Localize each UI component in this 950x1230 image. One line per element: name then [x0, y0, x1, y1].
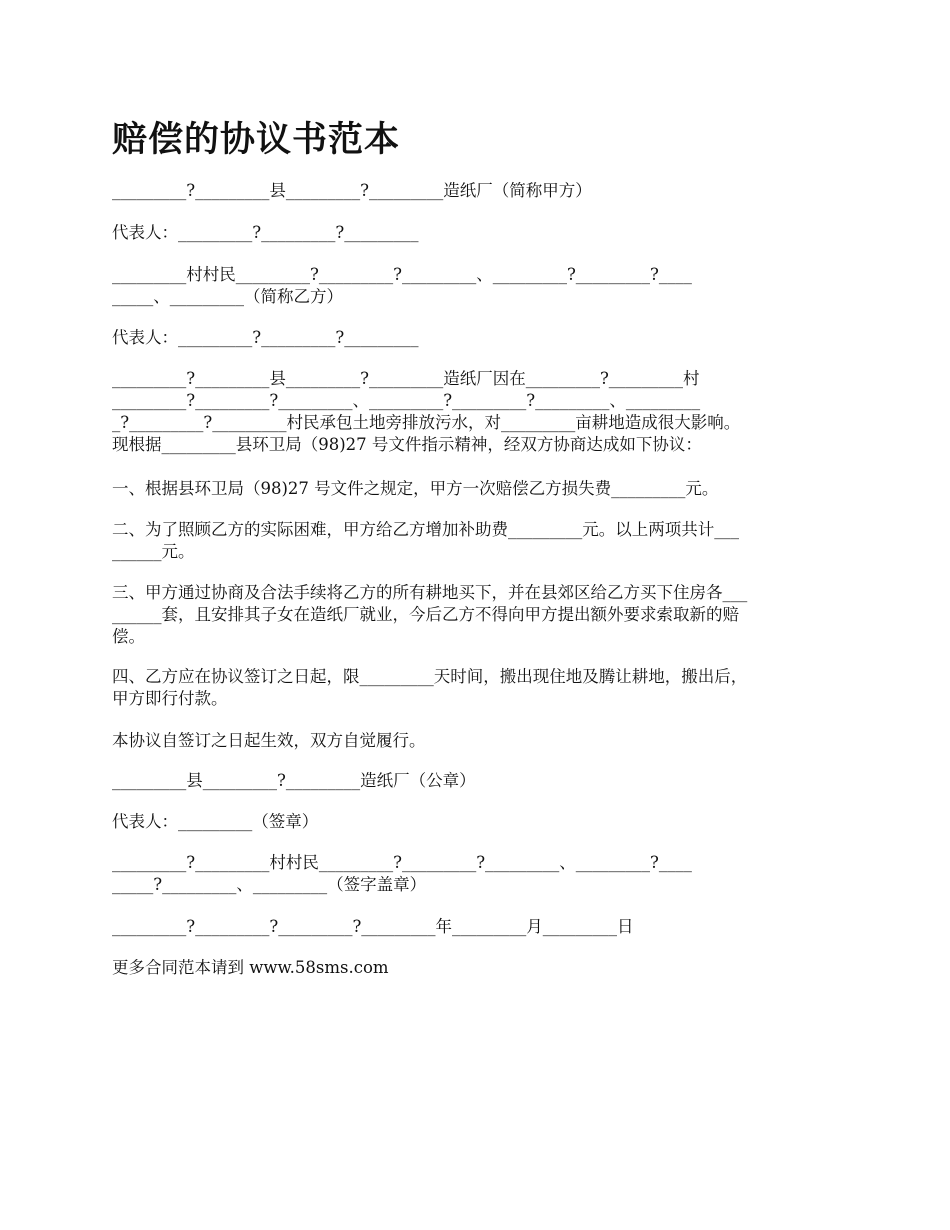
effective-clause: [112, 730, 838, 752]
date-line: [112, 916, 838, 938]
text-line: _?_________?_________村民承包土地旁排放污水，对_________亩耕地造成很大影响。: [112, 413, 741, 432]
text-line: 本协议自签订之日起生效，双方自觉履行。: [112, 731, 426, 750]
clause-1: [112, 478, 838, 500]
text-line: _____、_________（简称乙方）: [112, 287, 343, 306]
text-line: 现根据_________县环卫局（98)27 号文件指示精神，经双方协商达成如下协议：: [112, 435, 702, 454]
text-line: _________?_________村村民_________?_________?_________、_________?____: [112, 853, 692, 872]
text-line: _________县_________?_________造纸厂（公章）: [112, 771, 476, 790]
text-line: 一、根据县环卫局（98)27 号文件之规定，甲方一次赔偿乙方损失费_________元。: [112, 479, 719, 498]
text-line: _________村村民_________?_________?_________、_________?_________?____: [112, 265, 692, 284]
clause-3: [112, 582, 838, 648]
party-b-signature: [112, 852, 838, 896]
text-line: 代表人：_________?_________?_________: [112, 223, 419, 242]
document-title: 赔偿的协议书范本: [112, 120, 401, 160]
party-a-representative: [112, 222, 838, 244]
party-b-representative: [112, 327, 838, 349]
text-line: 代表人：_________?_________?_________: [112, 328, 419, 347]
text-line: _________?_________?_________、_________?_________?_________、_________: [112, 391, 701, 410]
text-line: _________?_________县_________?_________造纸厂（简称甲方）: [112, 181, 592, 200]
text-line: ______套，且安排其子女在造纸厂就业，今后乙方不得向甲方提出额外要求索取新的赔: [112, 605, 739, 624]
text-line: _____?_________、_________（签字盖章）: [112, 875, 427, 894]
text-line: ______元。: [112, 542, 195, 561]
footer-link-text: [112, 957, 838, 979]
background-paragraph: [112, 368, 838, 456]
party-b-line: [112, 264, 838, 308]
text-line: 三、甲方通过协商及合法手续将乙方的所有耕地买下，并在县郊区给乙方买下住房各___: [112, 583, 748, 602]
representative-signature: [112, 811, 838, 833]
clause-2: [112, 519, 838, 563]
party-a-line: [112, 180, 838, 202]
text-line: 四、乙方应在协议签订之日起，限_________天时间，搬出现住地及腾让耕地，搬出后，: [112, 667, 748, 686]
text-line: 代表人：_________（签章）: [112, 812, 319, 831]
text-line: _________?_________县_________?_________造纸厂因在_________?_________村: [112, 369, 700, 388]
text-line: 甲方即行付款。: [112, 689, 228, 708]
party-a-signature: [112, 770, 838, 792]
text-line: 二、为了照顾乙方的实际困难，甲方给乙方增加补助费_________元。以上两项共计___: [112, 520, 739, 539]
text-line: _________?_________?_________?_________年_________月_________日: [112, 917, 634, 936]
text-line: 更多合同范本请到 www.58sms.com: [112, 958, 389, 977]
clause-4: [112, 666, 838, 710]
text-line: 偿。: [112, 627, 145, 646]
